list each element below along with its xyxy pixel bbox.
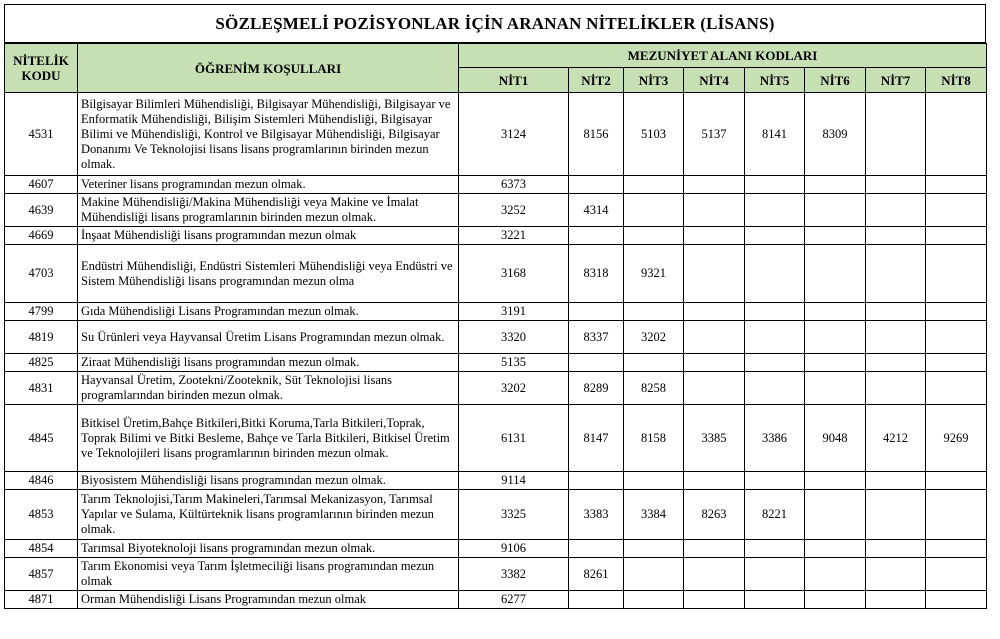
nit-6-value: 8309 <box>805 93 866 176</box>
nit-header-5: NİT5 <box>745 68 805 93</box>
nit-3-value <box>624 194 684 227</box>
nit-2-value: 3383 <box>569 490 624 540</box>
nit-7-value <box>866 372 926 405</box>
nit-5-value <box>745 372 805 405</box>
qualification-code: 4854 <box>5 540 78 558</box>
nit-7-value <box>866 472 926 490</box>
qualifications-table <box>4 43 987 609</box>
nit-8-value <box>926 303 987 321</box>
nit-2-value: 8289 <box>569 372 624 405</box>
nit-5-value <box>745 245 805 303</box>
nit-8-value <box>926 321 987 354</box>
nit-4-value: 8263 <box>684 490 745 540</box>
nit-2-value <box>569 472 624 490</box>
nit-1-value: 5135 <box>459 354 569 372</box>
education-condition: Orman Mühendisliği Lisans Programından mezun olmak <box>78 591 459 609</box>
qualification-code: 4853 <box>5 490 78 540</box>
nit-header-6: NİT6 <box>805 68 866 93</box>
qualification-code: 4871 <box>5 591 78 609</box>
education-condition: Tarımsal Biyoteknoloji lisans programından mezun olmak. <box>78 540 459 558</box>
nit-1-value: 3191 <box>459 303 569 321</box>
education-condition: Tarım Ekonomisi veya Tarım İşletmeciliği lisans programından mezun olmak <box>78 558 459 591</box>
qualification-code: 4845 <box>5 405 78 472</box>
nit-3-value: 8258 <box>624 372 684 405</box>
table-row <box>5 472 987 490</box>
nit-3-value <box>624 354 684 372</box>
nit-5-value <box>745 227 805 245</box>
table-row <box>5 591 987 609</box>
nit-3-value: 5103 <box>624 93 684 176</box>
nit-1-value: 3202 <box>459 372 569 405</box>
nit-4-value <box>684 558 745 591</box>
nit-5-value <box>745 354 805 372</box>
education-condition: Su Ürünleri veya Hayvansal Üretim Lisans Programından mezun olmak. <box>78 321 459 354</box>
nit-6-value <box>805 176 866 194</box>
nit-1-value: 9106 <box>459 540 569 558</box>
table-row <box>5 372 987 405</box>
nit-1-value: 3320 <box>459 321 569 354</box>
nit-3-value <box>624 540 684 558</box>
nit-5-value <box>745 321 805 354</box>
nit-4-value: 5137 <box>684 93 745 176</box>
education-condition: Biyosistem Mühendisliği lisans programından mezun olmak. <box>78 472 459 490</box>
nit-5-value <box>745 303 805 321</box>
table-row <box>5 490 987 540</box>
sheet-title: SÖZLEŞMELİ POZİSYONLAR İÇİN ARANAN NİTELİKLER (LİSANS) <box>4 4 986 43</box>
nit-8-value <box>926 540 987 558</box>
nit-8-value <box>926 591 987 609</box>
nit-5-value <box>745 540 805 558</box>
nit-8-value <box>926 558 987 591</box>
nit-6-value: 9048 <box>805 405 866 472</box>
table-row <box>5 354 987 372</box>
nit-2-value <box>569 354 624 372</box>
qualification-code: 4703 <box>5 245 78 303</box>
nit-3-value: 3202 <box>624 321 684 354</box>
code-header <box>5 44 78 93</box>
nit-7-value <box>866 321 926 354</box>
nit-5-value <box>745 194 805 227</box>
nit-header-3: NİT3 <box>624 68 684 93</box>
nit-8-value: 9269 <box>926 405 987 472</box>
nit-7-value <box>866 303 926 321</box>
code-header-line1: NİTELİK <box>13 53 69 68</box>
table-row <box>5 245 987 303</box>
nit-6-value <box>805 321 866 354</box>
education-condition: Makine Mühendisliği/Makina Mühendisliği veya Makine ve İmalat Mühendisliği lisans programlarının birinden mezun olmak. <box>78 194 459 227</box>
nit-2-value: 4314 <box>569 194 624 227</box>
education-condition: İnşaat Mühendisliği lisans programından mezun olmak <box>78 227 459 245</box>
nit-2-value: 8147 <box>569 405 624 472</box>
nit-7-value <box>866 591 926 609</box>
nit-3-value <box>624 227 684 245</box>
nit-6-value <box>805 372 866 405</box>
table-row <box>5 303 987 321</box>
nit-7-value <box>866 176 926 194</box>
nit-1-value: 9114 <box>459 472 569 490</box>
nit-7-value <box>866 245 926 303</box>
nit-5-value: 8221 <box>745 490 805 540</box>
nit-1-value: 3168 <box>459 245 569 303</box>
nit-5-value <box>745 591 805 609</box>
education-condition: Tarım Teknolojisi,Tarım Makineleri,Tarımsal Mekanizasyon, Tarımsal Yapılar ve Sulama, Kültürteknik lisans programlarının birinden mezun olmak. <box>78 490 459 540</box>
qualification-code: 4825 <box>5 354 78 372</box>
nit-8-value <box>926 227 987 245</box>
table-row <box>5 405 987 472</box>
nit-8-value <box>926 194 987 227</box>
nit-6-value <box>805 194 866 227</box>
nit-4-value <box>684 303 745 321</box>
nit-4-value: 3385 <box>684 405 745 472</box>
nit-7-value <box>866 354 926 372</box>
nit-2-value: 8156 <box>569 93 624 176</box>
education-condition: Bitkisel Üretim,Bahçe Bitkileri,Bitki Koruma,Tarla Bitkileri,Toprak, Toprak Bilimi ve Bitki Besleme, Bahçe ve Tarla Bitkileri, Bitkisel Üretim ve Teknolojileri lisans programlarının birinden mezun olmak. <box>78 405 459 472</box>
nit-3-value: 8158 <box>624 405 684 472</box>
qualification-code: 4607 <box>5 176 78 194</box>
nit-7-value <box>866 93 926 176</box>
nit-1-value: 3252 <box>459 194 569 227</box>
nit-7-value: 4212 <box>866 405 926 472</box>
nit-3-value: 9321 <box>624 245 684 303</box>
nit-6-value <box>805 540 866 558</box>
nit-3-value <box>624 303 684 321</box>
nit-4-value <box>684 372 745 405</box>
nit-1-value: 3124 <box>459 93 569 176</box>
nit-1-value: 6373 <box>459 176 569 194</box>
nit-6-value <box>805 303 866 321</box>
nit-7-value <box>866 558 926 591</box>
graduation-codes-header: MEZUNİYET ALANI KODLARI <box>459 44 987 68</box>
nit-3-value <box>624 591 684 609</box>
table-row <box>5 93 987 176</box>
nit-4-value <box>684 176 745 194</box>
nit-8-value <box>926 372 987 405</box>
nit-4-value <box>684 591 745 609</box>
nit-4-value <box>684 354 745 372</box>
nit-2-value <box>569 591 624 609</box>
nit-2-value <box>569 540 624 558</box>
nit-8-value <box>926 490 987 540</box>
education-condition: Ziraat Mühendisliği lisans programından mezun olmak. <box>78 354 459 372</box>
qualification-code: 4639 <box>5 194 78 227</box>
nit-3-value <box>624 558 684 591</box>
nit-6-value <box>805 354 866 372</box>
nit-3-value <box>624 472 684 490</box>
table-row <box>5 227 987 245</box>
nit-6-value <box>805 472 866 490</box>
table-row <box>5 558 987 591</box>
nit-7-value <box>866 490 926 540</box>
nit-header-1: NİT1 <box>459 68 569 93</box>
nit-8-value <box>926 472 987 490</box>
nit-2-value <box>569 176 624 194</box>
nit-3-value <box>624 176 684 194</box>
nit-8-value <box>926 93 987 176</box>
nit-4-value <box>684 245 745 303</box>
nit-4-value <box>684 472 745 490</box>
qualification-code: 4857 <box>5 558 78 591</box>
nit-5-value: 8141 <box>745 93 805 176</box>
nit-5-value <box>745 558 805 591</box>
education-condition: Bilgisayar Bilimleri Mühendisliği, Bilgisayar Mühendisliği, Bilgisayar ve Enformatik Mühendisliği, Bilişim Sistemleri Mühendisliği, Bilgisayar Bilimi ve Mühendisliği, Kontrol ve Bilgisayar Mühendisliği, Bilgisayar Donanımı Ve Teknolojisi lisans lisans programlarının birinden mezun olmak. <box>78 93 459 176</box>
nit-4-value <box>684 194 745 227</box>
table-row <box>5 194 987 227</box>
nit-2-value: 8337 <box>569 321 624 354</box>
nit-6-value <box>805 558 866 591</box>
education-condition: Veteriner lisans programından mezun olmak. <box>78 176 459 194</box>
qualification-code: 4669 <box>5 227 78 245</box>
nit-3-value: 3384 <box>624 490 684 540</box>
nit-1-value: 3382 <box>459 558 569 591</box>
nit-6-value <box>805 227 866 245</box>
nit-2-value: 8318 <box>569 245 624 303</box>
code-header-line2: KODU <box>21 68 61 83</box>
nit-4-value <box>684 227 745 245</box>
education-condition: Hayvansal Üretim, Zootekni/Zooteknik, Süt Teknolojisi lisans programlarından birinden mezun olmak. <box>78 372 459 405</box>
nit-5-value: 3386 <box>745 405 805 472</box>
nit-header-4: NİT4 <box>684 68 745 93</box>
table-row <box>5 540 987 558</box>
nit-2-value <box>569 303 624 321</box>
nit-8-value <box>926 245 987 303</box>
nit-4-value <box>684 540 745 558</box>
qualification-code: 4819 <box>5 321 78 354</box>
nit-8-value <box>926 354 987 372</box>
table-row <box>5 176 987 194</box>
nit-7-value <box>866 194 926 227</box>
nit-header-2: NİT2 <box>569 68 624 93</box>
nit-2-value: 8261 <box>569 558 624 591</box>
nit-1-value: 6131 <box>459 405 569 472</box>
qualification-code: 4846 <box>5 472 78 490</box>
qualifications-sheet <box>4 4 986 609</box>
table-row <box>5 321 987 354</box>
nit-1-value: 3325 <box>459 490 569 540</box>
nit-6-value <box>805 490 866 540</box>
nit-1-value: 3221 <box>459 227 569 245</box>
nit-header-8: NİT8 <box>926 68 987 93</box>
nit-5-value <box>745 472 805 490</box>
education-condition: Endüstri Mühendisliği, Endüstri Sistemleri Mühendisliği veya Endüstri ve Sistem Mühendisliği lisans programından mezun olma <box>78 245 459 303</box>
nit-6-value <box>805 591 866 609</box>
nit-6-value <box>805 245 866 303</box>
nit-8-value <box>926 176 987 194</box>
nit-1-value: 6277 <box>459 591 569 609</box>
nit-7-value <box>866 540 926 558</box>
education-condition: Gıda Mühendisliği Lisans Programından mezun olmak. <box>78 303 459 321</box>
nit-5-value <box>745 176 805 194</box>
conditions-header: ÖĞRENİM KOŞULLARI <box>78 44 459 93</box>
nit-header-7: NİT7 <box>866 68 926 93</box>
qualification-code: 4531 <box>5 93 78 176</box>
qualification-code: 4799 <box>5 303 78 321</box>
nit-7-value <box>866 227 926 245</box>
nit-2-value <box>569 227 624 245</box>
nit-4-value <box>684 321 745 354</box>
qualification-code: 4831 <box>5 372 78 405</box>
